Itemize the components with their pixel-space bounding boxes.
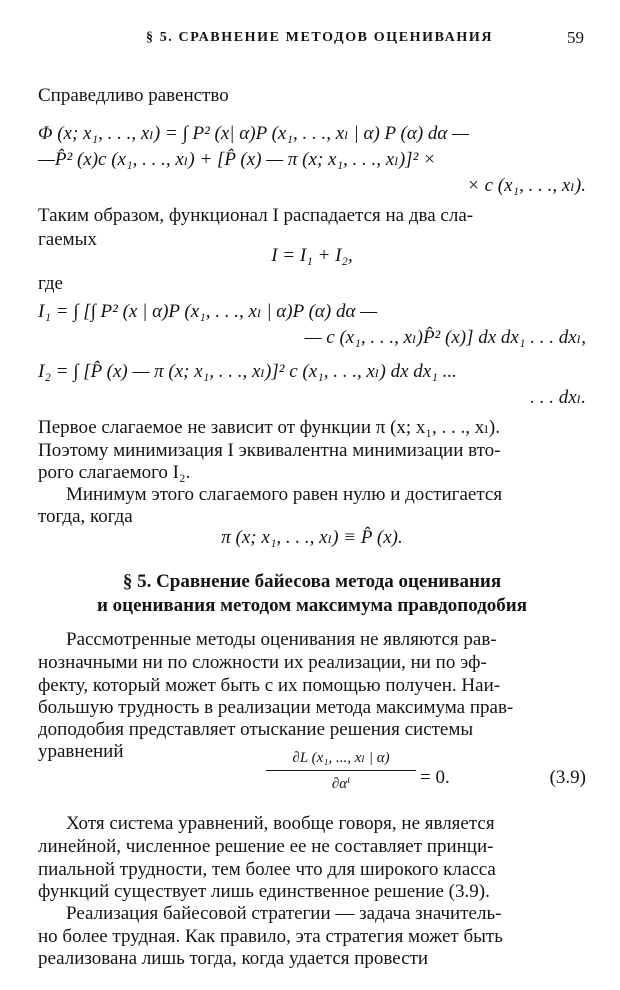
text-line: Минимум этого слагаемого равен нулю и достигается	[66, 484, 503, 505]
text-line: доподобия представляет отыскание решения системы	[38, 719, 474, 740]
text-line: уравнений	[38, 741, 124, 762]
text-line: тогда, когда	[38, 506, 133, 527]
equation-number: (3.9)	[549, 767, 586, 788]
text-line: нозначными ни по сложности их реализации, ни по эф-	[38, 652, 487, 673]
text-line: функций существует лишь единственное решение (3.9).	[38, 881, 490, 902]
fraction-denominator: ∂αⁱ	[331, 776, 351, 792]
text-line: но более трудная. Как правило, эта стратегия может быть	[38, 926, 503, 947]
running-head: § 5. СРАВНЕНИЕ МЕТОДОВ ОЦЕНИВАНИЯ	[146, 30, 494, 45]
text-line: реализована лишь тогда, когда удается провести	[38, 948, 429, 969]
fraction-numerator: ∂L (x₁, ..., xₗ | α)	[266, 748, 416, 771]
text-line: гаемых	[38, 229, 97, 250]
text-line: пиальной трудности, тем более что для широкого класса	[38, 859, 496, 880]
page-header	[38, 30, 586, 52]
section-title-line-1: § 5. Сравнение байесова метода оценивания	[122, 571, 502, 592]
equation-I2-line-2: . . . dxₗ.	[530, 387, 586, 408]
text-line: Таким образом, функционал I распадается на два сла-	[38, 205, 474, 226]
equation-phi-line-2: —P̂² (x)c (x₁, . . ., xₗ) + [P̂ (x) — π (x; x₁, . . ., xₗ)]² ×	[38, 149, 436, 170]
text-line: Первое слагаемое не зависит от функции π (x; x₁, . . ., xₗ).	[38, 417, 500, 438]
page-number: 59	[567, 28, 584, 47]
text-line: фекту, который может быть с их помощью получен. Наи-	[38, 675, 501, 696]
text-line: Хотя система уравнений, вообще говоря, не является	[66, 813, 495, 834]
equation-3-9-fraction	[266, 748, 416, 793]
equation-phi-line-3: × c (x₁, . . ., xₗ).	[467, 175, 586, 196]
text-line: Рассмотренные методы оценивания не являются рав-	[66, 629, 497, 650]
text-line: Поэтому минимизация I эквивалентна минимизации вто-	[38, 440, 501, 461]
equation-3-9-rhs: = 0.	[420, 767, 450, 788]
equation-I1-line-2: — c (x₁, . . ., xₗ)P̂² (x)] dx dx₁ . . . dxₗ,	[304, 327, 586, 348]
text-line: Справедливо равенство	[38, 85, 229, 106]
text-line: линейной, численное решение ее не составляет принци-	[38, 836, 494, 857]
equation-pi: π (x; x₁, . . ., xₗ) ≡ P̂ (x).	[221, 527, 403, 548]
text-line: где	[38, 273, 63, 294]
equation-I2-line-1: I₂ = ∫ [P̂ (x) — π (x; x₁, . . ., xₗ)]² c (x₁, . . ., xₗ) dx dx₁ ...	[38, 361, 457, 382]
equation-phi-line-1: Φ (x; x₁, . . ., xₗ) = ∫ P² (x| α)P (x₁, . . ., xₗ | α) P (α) dα —	[38, 123, 470, 144]
equation-I1-line-1: I₁ = ∫ [∫ P² (x | α)P (x₁, . . ., xₗ | α)P (α) dα —	[38, 301, 378, 322]
text-line: большую трудность в реализации метода максимума прав-	[38, 697, 514, 718]
equation-I: I = I₁ + I₂,	[271, 245, 353, 266]
text-line: рого слагаемого I₂.	[38, 462, 191, 483]
text-line: Реализация байесовой стратегии — задача значитель-	[66, 903, 502, 924]
section-title-line-2: и оценивания методом максимума правдоподобия	[96, 595, 528, 616]
